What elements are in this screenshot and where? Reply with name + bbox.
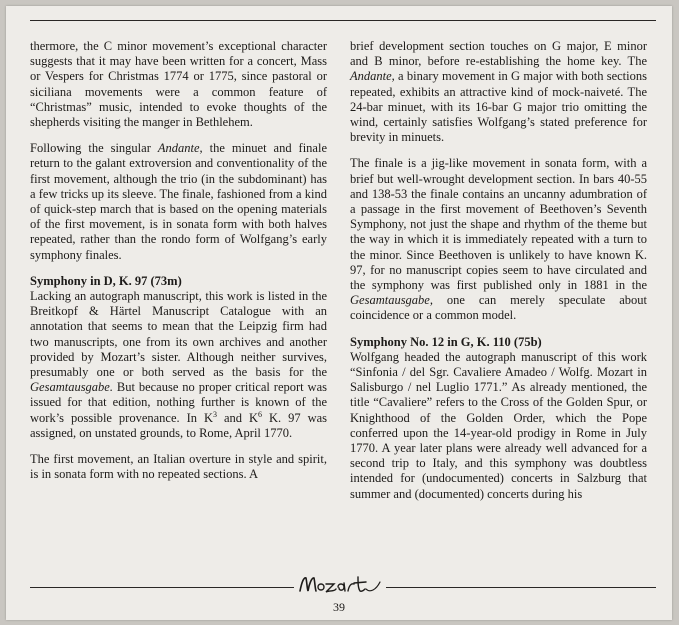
paragraph-minuet-finale: Following the singular Andante, the minuet and finale return to the galant extroversion and conventionality of the first movement, although the trio (in the subdominant) has a few tricks up its sleeve. The finale, fashioned from a kind of quick-step march that is based on the opening materials of the first movement, is in sonata form with both halves repeated, rather than the rondo form of Wolfgang’s early symphony finales. <box>30 141 327 262</box>
paragraph-c-minor-movement: thermore, the C minor movement’s exceptional character suggests that it may have been written for a concert, Mass or Vespers for Christmas 1774 or 1775, since pastoral or siciliana movements were a common feature of “Christmas” music, intended to evoke thoughts of the shepherds visiting the manger in Bethlehem. <box>30 39 327 130</box>
paragraph-k97-first-movement: The first movement, an Italian overture in style and spirit, is in sonata form with no repeated sections. A <box>30 452 327 482</box>
paragraph-development-andante: brief development section touches on G major, E minor and B minor, before re-establishing the home key. The Andante, a binary movement in G major with both sections repeated, exhibits an attractive kind of mock-naiveté. The 24-bar minuet, with its 16-bar G major trio omitting the wind, certainly satisfies Wolfgang’s stated preference for brevity in minuets. <box>350 39 647 145</box>
page-number: 39 <box>333 600 345 614</box>
right-column <box>350 39 647 502</box>
left-column <box>30 39 327 482</box>
paragraph-k97-finale: The finale is a jig-like movement in sonata form, with a brief but well-wrought development section. In bars 40-55 and 138-53 the finale contains an uncanny adumbration of a passage in the first movement of Beethoven’s Seventh Symphony, not just the shape and rhythm of the theme but the way in which it is immediately repeated with a turn to the minor. Since Beethoven is unlikely to have known K. 97, for no manuscript copies seem to have circulated and the symphony was first published only in 1881 in the Gesamtausgabe, one can merely speculate about coincidence or a common model. <box>350 156 647 323</box>
booklet-page <box>6 6 672 620</box>
heading-symphony-k110: Symphony No. 12 in G, K. 110 (75b) <box>350 334 542 349</box>
signature-icon <box>294 569 386 599</box>
mozart-signature-logo <box>294 569 386 599</box>
heading-symphony-k97: Symphony in D, K. 97 (73m) <box>30 273 182 288</box>
paragraph-k97-provenance: Lacking an autograph manuscript, this work is listed in the Breitkopf & Härtel Manuscript Catalogue with an annotation that seems to mean that the Leipzig firm had two manuscripts, one from its own archives and another provided by Mozart’s sister. Although neither survives, presumably one or both served as the basis for the Gesamtausgabe. But because no proper critical report was issued for that edition, nothing further is known of the work’s possible provenance. In $K^3$ and $K^6$ K. 97 was assigned, on unstated grounds, to Rome, April 1770. <box>30 289 328 440</box>
top-rule <box>30 20 656 21</box>
paragraph-k110-autograph: Wolfgang headed the autograph manuscript of this work “Sinfonia / del Sgr. Cavaliere Amadeo / Wolfg. Mozart in Salisburgo / nel Luglio 1771.” As already mentioned, the title “Cavaliere” refers to the Cross of the Golden Spur, or Knighthood of the Golden Order, which the Pope conferred upon the 14-year-old prodigy in Rome in July 1770. A year later plans were already well advanced for a second trip to Italy, and this symphony was doubtless intended for (undocumented) concerts in Salzburg that summer and (documented) concerts during his <box>350 349 647 501</box>
